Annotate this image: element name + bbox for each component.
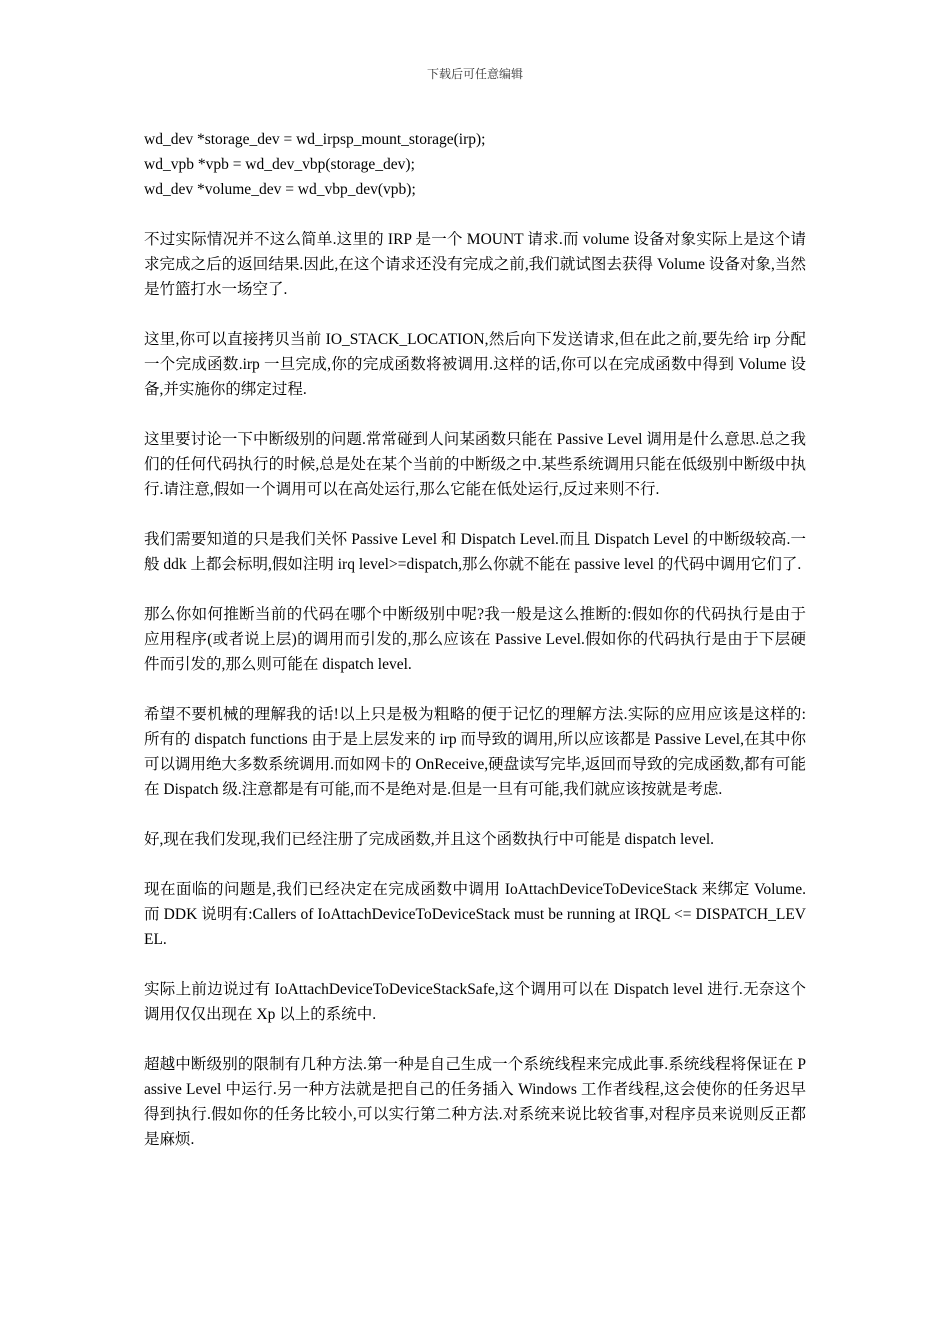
paragraph: 希望不要机械的理解我的话!以上只是极为粗略的便于记忆的理解方法.实际的应用应该是这样的:所有的 dispatch functions 由于是上层发来的 irp 而导致的调用,所以应该都是 Passive Level,在其中你可以调用绝大多数系统调用.而如网卡的 OnReceive,硬盘读写完毕,返回而导致的完成函数,都有可能在 Dispatch 级.注意都是有可能,而不是绝对是.但是一旦有可能,我们就应该按就是考虑.	[144, 706, 806, 798]
paragraph: 不过实际情况并不这么简单.这里的 IRP 是一个 MOUNT 请求.而 volume 设备对象实际上是这个请求完成之后的返回结果.因此,在这个请求还没有完成之前,我们就试图去获得 Volume 设备对象,当然是竹篮打水一场空了.	[144, 231, 806, 298]
code-block	[144, 127, 806, 202]
paragraph: 超越中断级别的限制有几种方法.第一种是自己生成一个系统线程来完成此事.系统线程将保证在 Passive Level 中运行.另一种方法就是把自己的任务插入 Windows 工作者线程,这会使你的任务迟早得到执行.假如你的任务比较小,可以实行第二种方法.对系统来说比较省事,对程序员来说则反正都是麻烦.	[144, 1056, 806, 1148]
document-body	[144, 127, 806, 1177]
paragraph: 我们需要知道的只是我们关怀 Passive Level 和 Dispatch Level.而且 Dispatch Level 的中断级较高.一般 ddk 上都会标明,假如注明 irq level>=dispatch,那么你就不能在 passive level 的代码中调用它们了.	[144, 531, 806, 573]
paragraph: 这里要讨论一下中断级别的问题.常常碰到人问某函数只能在 Passive Level 调用是什么意思.总之我们的任何代码执行的时候,总是处在某个当前的中断级之中.某些系统调用只能在低级别中断级中执行.请注意,假如一个调用可以在高处运行,那么它能在低处运行,反过来则不行.	[144, 431, 806, 498]
code-line: wd_vpb *vpb = wd_dev_vbp(storage_dev);	[144, 156, 415, 173]
code-line: wd_dev *storage_dev = wd_irpsp_mount_storage(irp);	[144, 131, 486, 148]
page-header: 下载后可任意编辑	[426, 67, 523, 81]
paragraph: 现在面临的问题是,我们已经决定在完成函数中调用 IoAttachDeviceToDeviceStack 来绑定 Volume.而 DDK 说明有:Callers of IoAttachDeviceToDeviceStack must be running at IRQL <= DISPATCH_LEVEL.	[144, 881, 806, 948]
code-line: wd_dev *volume_dev = wd_vbp_dev(vpb);	[144, 181, 416, 198]
paragraph: 这里,你可以直接拷贝当前 IO_STACK_LOCATION,然后向下发送请求,但在此之前,要先给 irp 分配一个完成函数.irp 一旦完成,你的完成函数将被调用.这样的话,你可以在完成函数中得到 Volume 设备,并实施你的绑定过程.	[144, 331, 806, 398]
paragraph: 实际上前边说过有 IoAttachDeviceToDeviceStackSafe,这个调用可以在 Dispatch level 进行.无奈这个调用仅仅出现在 Xp 以上的系统中.	[144, 981, 806, 1023]
paragraph: 好,现在我们发现,我们已经注册了完成函数,并且这个函数执行中可能是 dispatch level.	[144, 831, 715, 848]
paragraph: 那么你如何推断当前的代码在哪个中断级别中呢?我一般是这么推断的:假如你的代码执行是由于应用程序(或者说上层)的调用而引发的,那么应该在 Passive Level.假如你的代码执行是由于下层硬件而引发的,那么则可能在 dispatch level.	[144, 606, 806, 673]
